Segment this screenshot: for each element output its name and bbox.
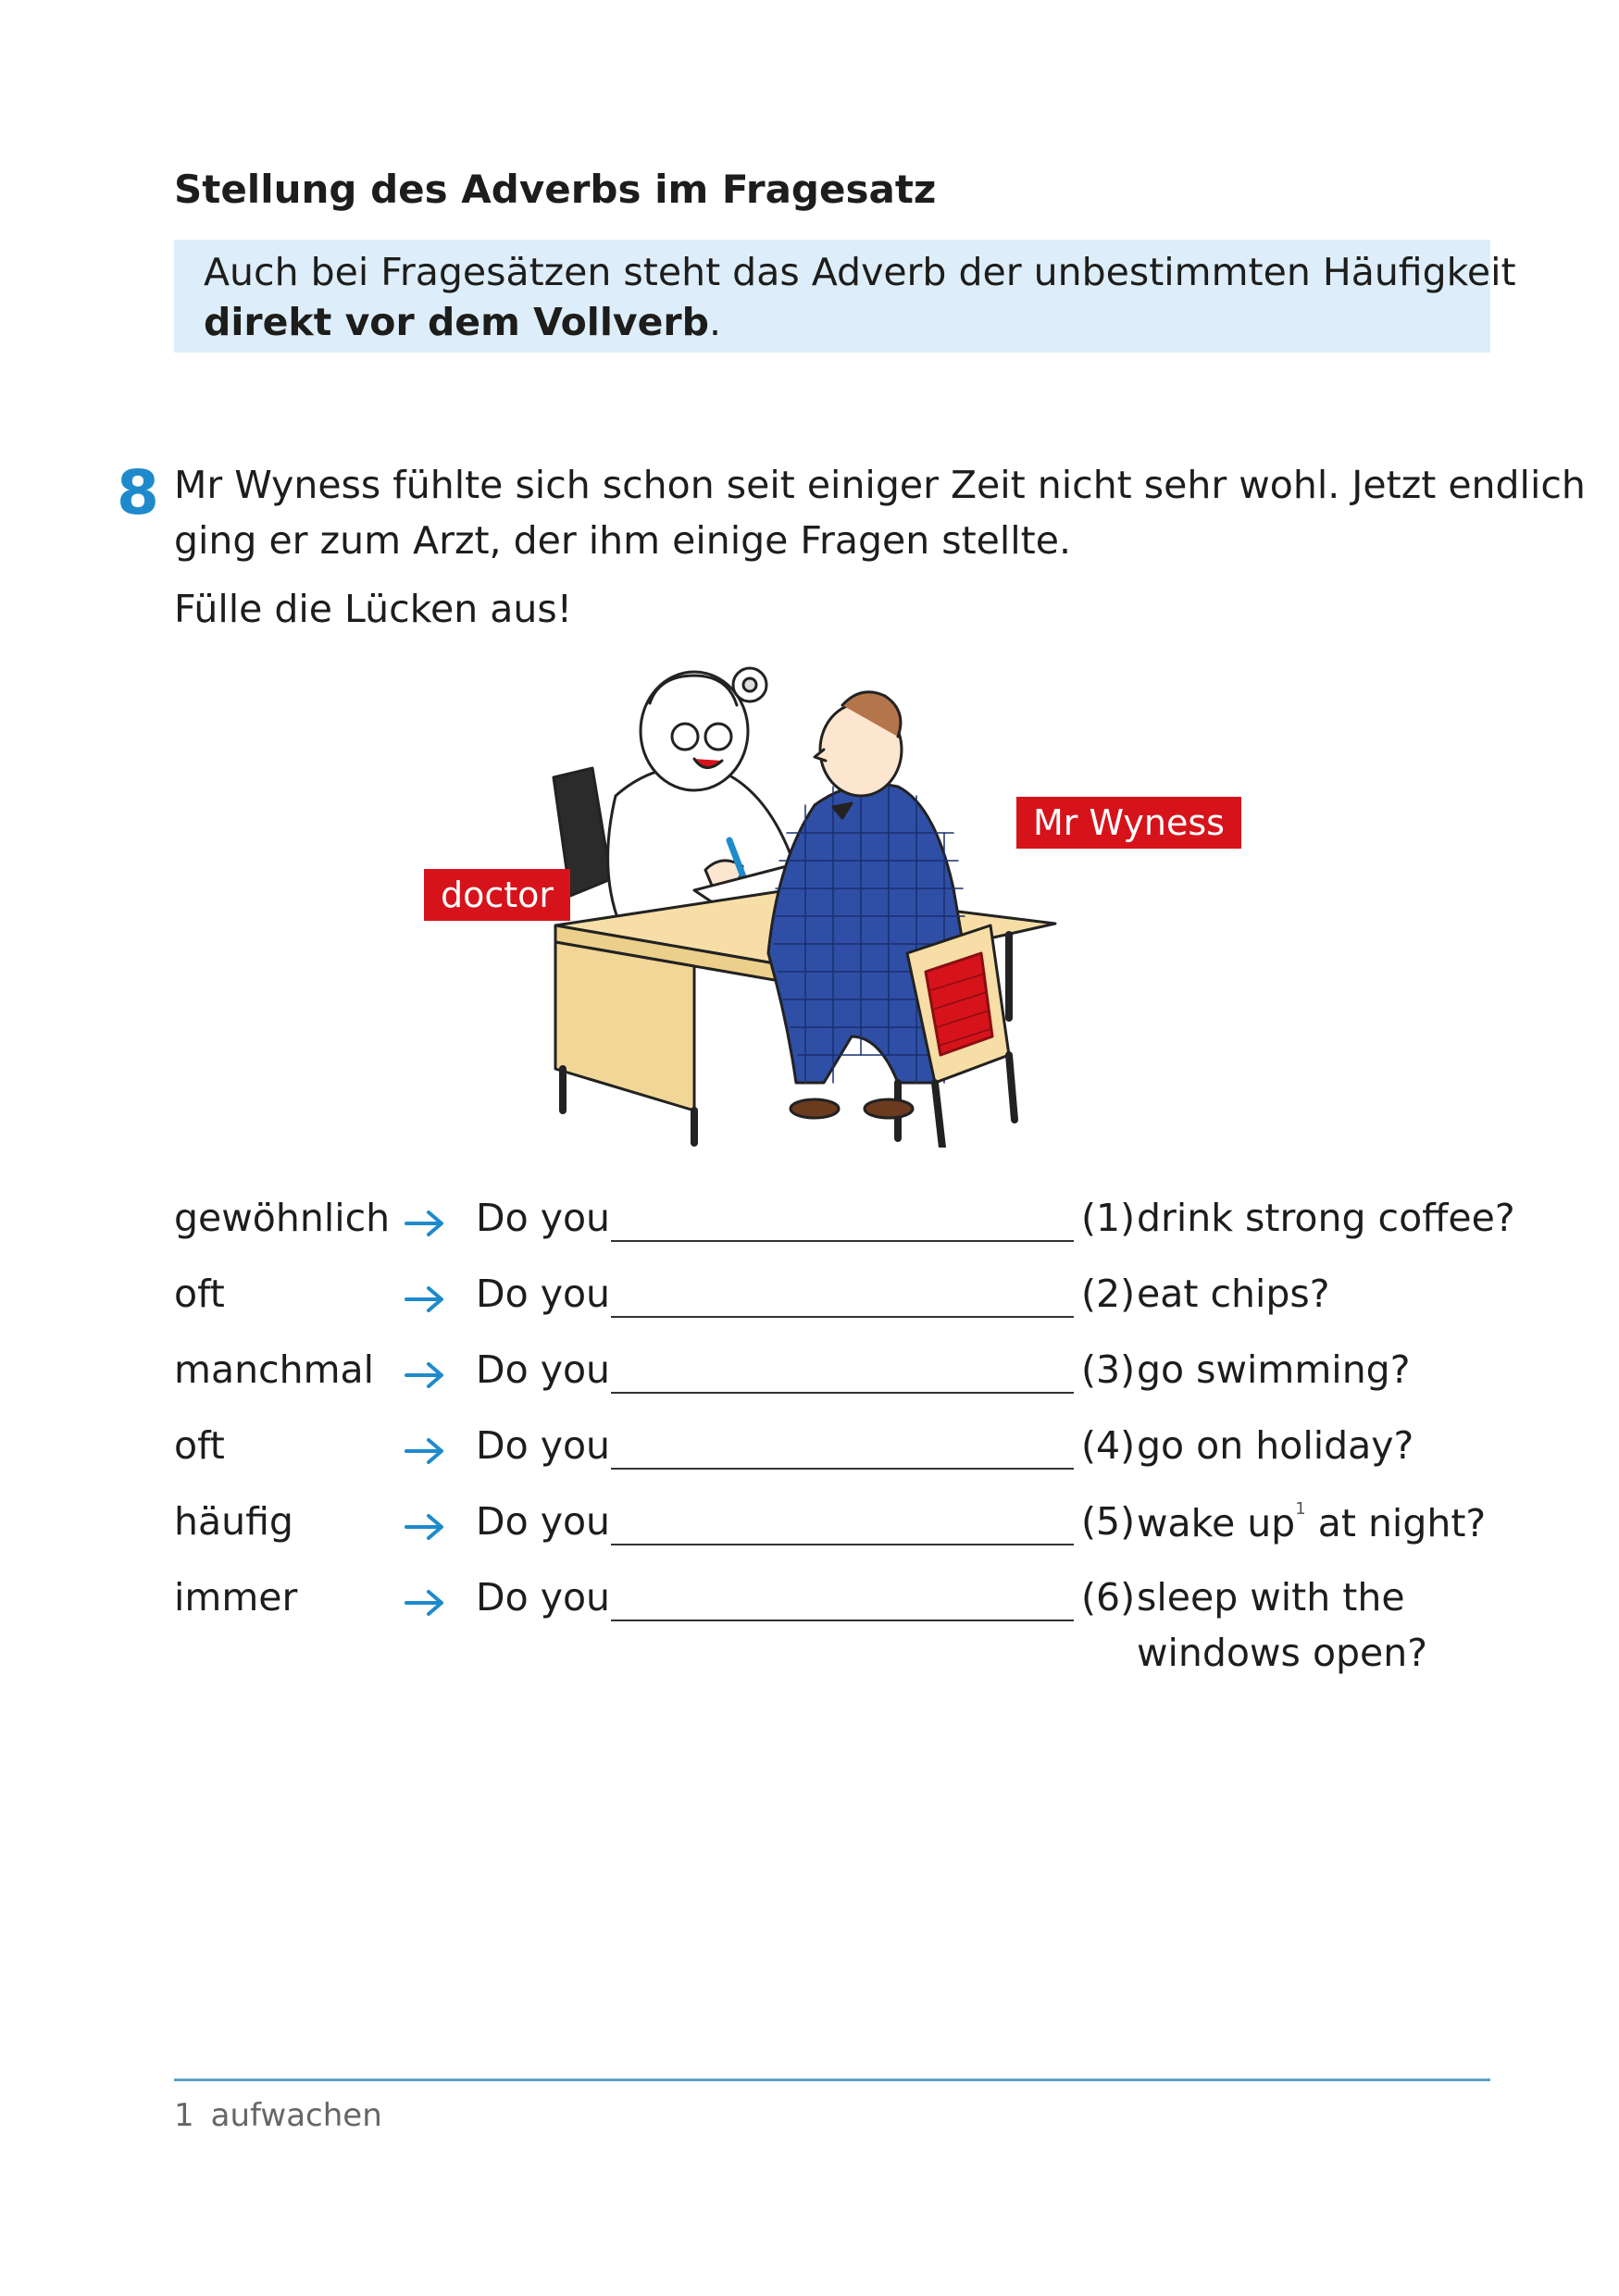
row-number: (4) (1081, 1423, 1136, 1468)
footnote-marker: 1 (1295, 1499, 1306, 1519)
row-number: (2) (1081, 1272, 1136, 1316)
info-box (174, 240, 1516, 353)
footnote-number: 1 (174, 2097, 194, 2134)
row-number: (1) (1081, 1196, 1136, 1240)
answer-blank[interactable] (611, 1240, 1074, 1242)
exercise-intro (174, 457, 1586, 568)
row-prompt: Do you (476, 1196, 611, 1240)
info-emphasis: direkt vor dem Vollverb (204, 300, 709, 344)
intro-line-1: Mr Wyness fühlte sich schon seit einiger Zeit nicht sehr wohl. Jetzt endlich (174, 463, 1586, 507)
row-question: sleep with the (1137, 1575, 1405, 1620)
row-prompt: Do you (476, 1499, 611, 1544)
row-prompt: Do you (476, 1347, 611, 1392)
footnote-divider (174, 2079, 1490, 2081)
arrow-right-icon (405, 1360, 445, 1390)
desk-drawer-icon (555, 942, 694, 1111)
answer-blank[interactable] (611, 1544, 1074, 1545)
row-prompt: Do you (476, 1272, 611, 1316)
arrow-right-icon (405, 1209, 445, 1238)
answer-blank[interactable] (611, 1620, 1074, 1621)
row-question-continued: windows open? (1137, 1631, 1428, 1675)
row-number: (5) (1081, 1499, 1136, 1544)
answer-blank[interactable] (611, 1392, 1074, 1394)
doctor-label: doctor (424, 869, 570, 921)
exercise-instruction: Fülle die Lücken aus! (174, 587, 573, 631)
intro-line-2: ging er zum Arzt, der ihm einige Fragen stellte. (174, 518, 1072, 563)
row-adverb: häufig (174, 1499, 293, 1544)
row-number: (6) (1081, 1575, 1136, 1620)
row-question-start: wake up (1137, 1501, 1296, 1545)
row-adverb: oft (174, 1423, 225, 1468)
answer-blank[interactable] (611, 1468, 1074, 1470)
arrow-right-icon (405, 1512, 445, 1542)
exercise-number: 8 (117, 457, 159, 528)
section-heading: Stellung des Adverbs im Fragesatz (174, 167, 937, 212)
row-question (1137, 1499, 1486, 1545)
row-question: eat chips? (1137, 1272, 1330, 1316)
row-adverb: gewöhnlich (174, 1196, 391, 1240)
info-line-1: Auch bei Fragesätzen steht das Adverb der unbestimmten Häufigkeit (204, 250, 1516, 294)
row-question: go swimming? (1137, 1347, 1411, 1392)
row-adverb: immer (174, 1575, 298, 1620)
answer-blank[interactable] (611, 1316, 1074, 1318)
row-question-end: at night? (1305, 1501, 1487, 1545)
mr-wyness-label: Mr Wyness (1016, 797, 1241, 849)
row-prompt: Do you (476, 1575, 611, 1620)
row-adverb: manchmal (174, 1347, 375, 1392)
footnote-text: aufwachen (210, 2097, 382, 2134)
footnote (174, 2097, 382, 2134)
arrow-right-icon (405, 1436, 445, 1466)
row-prompt: Do you (476, 1423, 611, 1468)
row-adverb: oft (174, 1272, 225, 1316)
row-question: go on holiday? (1137, 1423, 1414, 1468)
row-number: (3) (1081, 1347, 1136, 1392)
arrow-right-icon (405, 1588, 445, 1618)
arrow-right-icon (405, 1285, 445, 1314)
info-line-2 (204, 297, 1490, 347)
row-question: drink strong coffee? (1137, 1196, 1515, 1240)
info-period: . (708, 300, 722, 344)
